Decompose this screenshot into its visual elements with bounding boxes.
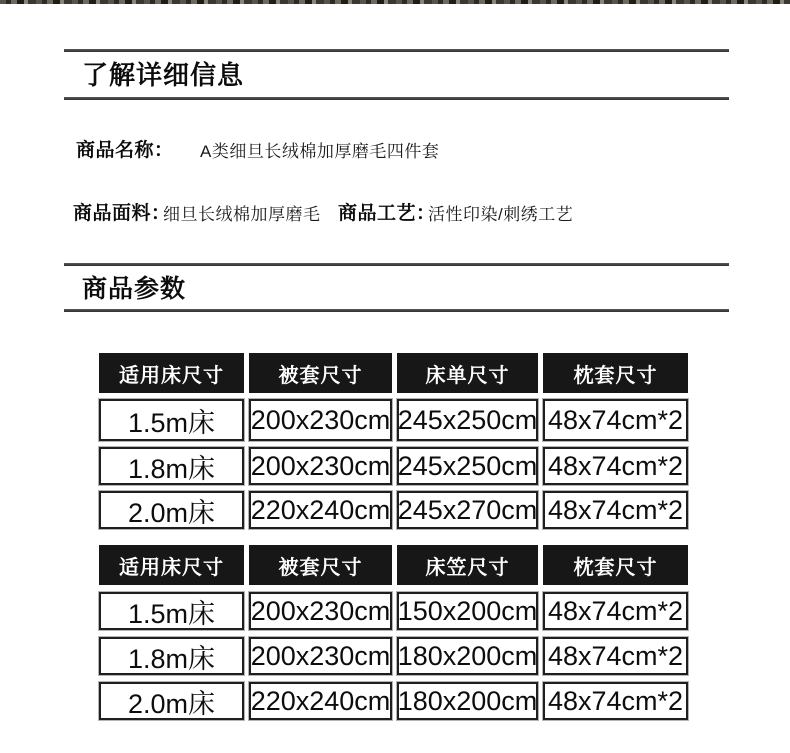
table-cell: 2.0m床 bbox=[99, 491, 244, 529]
table-cell: 48x74cm*2 bbox=[543, 682, 688, 720]
params-rule-top bbox=[64, 263, 729, 266]
table-header-cell: 床单尺寸 bbox=[397, 353, 538, 393]
product-craft-value: 活性印染/刺绣工艺 bbox=[428, 205, 574, 224]
table-cell: 180x200cm bbox=[397, 682, 538, 720]
spec-table-fitted bbox=[99, 545, 688, 720]
table-header-cell: 枕套尺寸 bbox=[543, 353, 688, 393]
spec-table-sheet bbox=[99, 353, 688, 529]
section-rule-top bbox=[64, 49, 729, 52]
table-cell: 245x250cm bbox=[397, 399, 538, 441]
product-name-label: 商品名称： bbox=[76, 140, 174, 161]
table-header-cell: 适用床尺寸 bbox=[99, 545, 244, 585]
photo-edge-strip bbox=[0, 0, 790, 4]
section-rule-bottom bbox=[64, 97, 729, 100]
table-cell: 220x240cm bbox=[249, 491, 392, 529]
table-cell: 200x230cm bbox=[249, 637, 392, 675]
product-name-value: A类细旦长绒棉加厚磨毛四件套 bbox=[200, 142, 440, 161]
table-cell: 1.8m床 bbox=[99, 447, 244, 485]
table-header-cell: 床笠尺寸 bbox=[397, 545, 538, 585]
table-cell: 1.5m床 bbox=[99, 399, 244, 441]
table-cell: 48x74cm*2 bbox=[543, 399, 688, 441]
table-cell: 1.5m床 bbox=[99, 592, 244, 630]
params-rule-bottom bbox=[64, 309, 729, 312]
table-header-cell: 被套尺寸 bbox=[249, 545, 392, 585]
table-cell: 200x230cm bbox=[249, 592, 392, 630]
table-cell: 48x74cm*2 bbox=[543, 491, 688, 529]
table-cell: 1.8m床 bbox=[99, 637, 244, 675]
table-cell: 245x250cm bbox=[397, 447, 538, 485]
table-cell: 150x200cm bbox=[397, 592, 538, 630]
table-header-cell: 适用床尺寸 bbox=[99, 353, 244, 393]
product-craft-label: 商品工艺： bbox=[338, 203, 436, 224]
table-header-cell: 被套尺寸 bbox=[249, 353, 392, 393]
table-header-cell: 枕套尺寸 bbox=[543, 545, 688, 585]
table-cell: 220x240cm bbox=[249, 682, 392, 720]
detail-section-title: 了解详细信息 bbox=[82, 60, 245, 90]
table-cell: 2.0m床 bbox=[99, 682, 244, 720]
table-cell: 200x230cm bbox=[249, 447, 392, 485]
table-cell: 48x74cm*2 bbox=[543, 447, 688, 485]
table-cell: 48x74cm*2 bbox=[543, 637, 688, 675]
table-cell: 48x74cm*2 bbox=[543, 592, 688, 630]
table-cell: 245x270cm bbox=[397, 491, 538, 529]
product-fabric-label: 商品面料： bbox=[73, 203, 171, 224]
table-cell: 180x200cm bbox=[397, 637, 538, 675]
params-section-title: 商品参数 bbox=[82, 275, 187, 303]
table-cell: 200x230cm bbox=[249, 399, 392, 441]
product-fabric-value: 细旦长绒棉加厚磨毛 bbox=[163, 205, 321, 224]
